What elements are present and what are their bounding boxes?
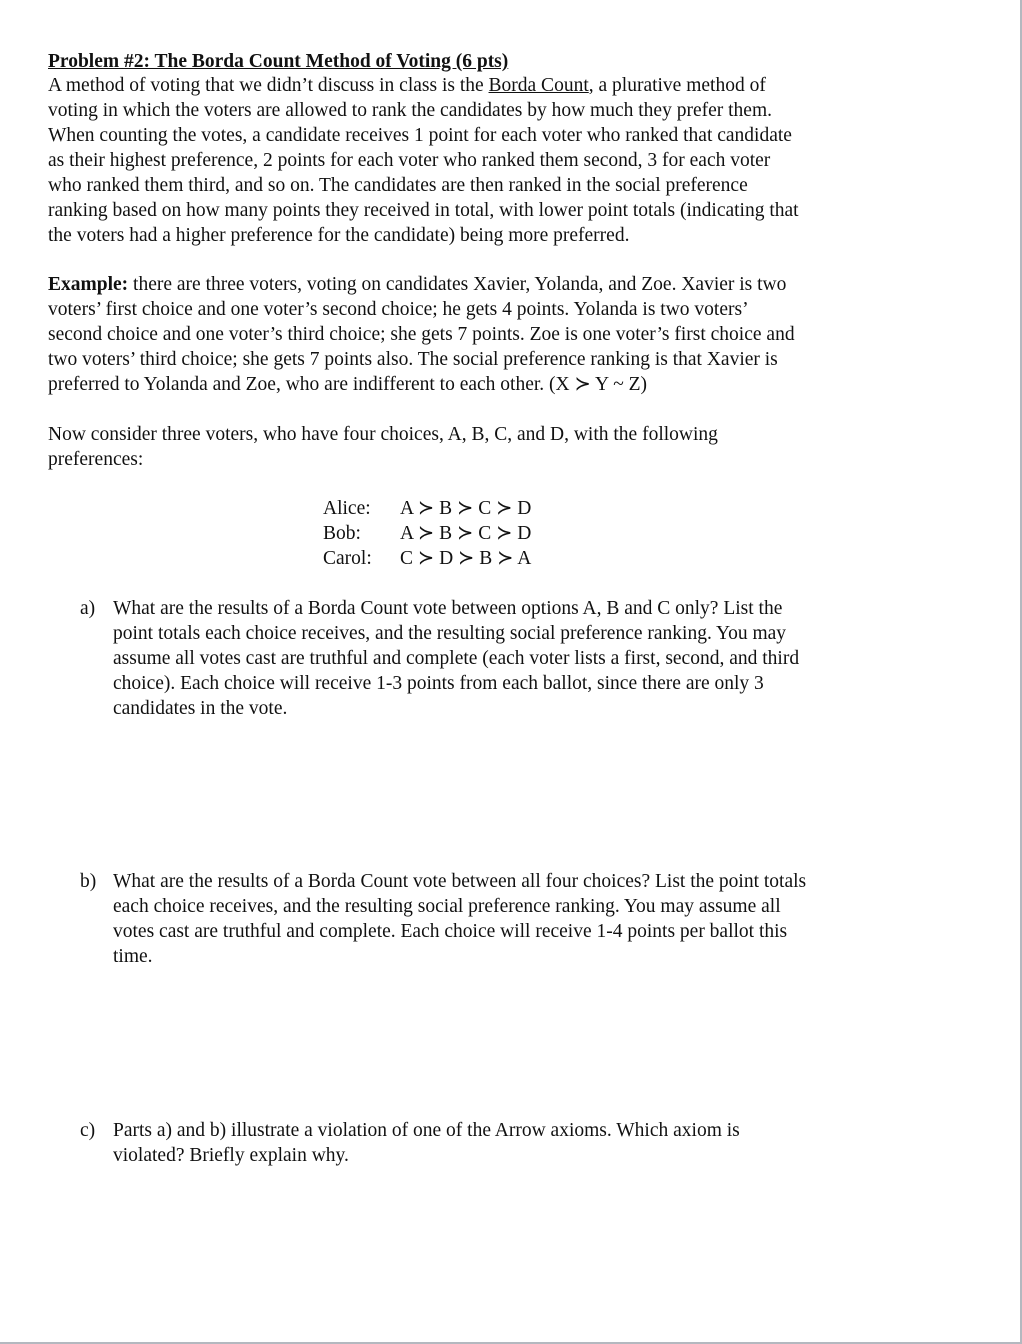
preference-rows [323, 496, 531, 571]
example-line: two voters’ third choice; she gets 7 points also. The social preference ranking is that Xavier is [48, 349, 778, 370]
intro-paragraph [48, 73, 799, 248]
question-label: b) [80, 871, 97, 892]
voter-ranking: A ≻ B ≻ C ≻ D [400, 498, 532, 519]
question-label: c) [80, 1120, 96, 1141]
setup-line: preferences: [48, 449, 144, 470]
question-line: votes cast are truthful and complete. Each choice will receive 1-4 points per ballot this [113, 921, 788, 942]
voter-ranking: A ≻ B ≻ C ≻ D [400, 523, 532, 544]
voter-name: Bob: [323, 523, 361, 544]
intro-line: the voters had a higher preference for the candidate) being more preferred. [48, 225, 630, 246]
preference-row [323, 496, 531, 521]
question-line: candidates in the vote. [113, 698, 288, 719]
voter-name: Carol: [323, 548, 372, 569]
intro-line [48, 73, 799, 98]
example-paragraph [48, 272, 795, 397]
question-line: assume all votes cast are truthful and complete (each voter lists a first, second, and third [113, 648, 800, 669]
problem-title: Problem #2: The Borda Count Method of Voting (6 pts) [48, 51, 509, 72]
intro-line: When counting the votes, a candidate receives 1 point for each voter who ranked that candidate [48, 125, 792, 146]
setup-line: Now consider three voters, who have four choices, A, B, C, and D, with the following [48, 424, 718, 445]
question-text [113, 869, 806, 969]
question-line: each choice receives, and the resulting social preference ranking. You may assume all [113, 896, 781, 917]
preference-row [323, 546, 531, 571]
example-lines [48, 297, 795, 397]
question-line: choice). Each choice will receive 1-3 points from each ballot, since there are only 3 [113, 673, 764, 694]
question-line: point totals each choice receives, and the resulting social preference ranking. You may [113, 623, 787, 644]
setup-lines [48, 422, 718, 472]
question-line: What are the results of a Borda Count vote between all four choices? List the point totals [113, 871, 807, 892]
intro-text: , a plurative method of [588, 75, 766, 96]
intro-line: voting in which the voters are allowed to rank the candidates by how much they prefer them. [48, 100, 772, 121]
intro-line: as their highest preference, 2 points for each voter who ranked them second, 3 for each voter [48, 150, 771, 171]
example-line [48, 272, 795, 297]
intro-lines [48, 98, 799, 248]
question-line: What are the results of a Borda Count vote between options A, B and C only? List the [113, 598, 783, 619]
example-label: Example: [48, 274, 129, 295]
question-line: Parts a) and b) illustrate a violation of one of the Arrow axioms. Which axiom is [113, 1120, 740, 1141]
example-line: second choice and one voter’s third choice; she gets 7 points. Zoe is one voter’s first choice and [48, 324, 795, 345]
setup-paragraph [48, 422, 718, 472]
example-line: voters’ first choice and one voter’s second choice; he gets 4 points. Yolanda is two voters’ [48, 299, 749, 320]
voter-ranking: C ≻ D ≻ B ≻ A [400, 548, 532, 569]
question-line: time. [113, 946, 153, 967]
question-label: a) [80, 598, 96, 619]
intro-text: A method of voting that we didn’t discuss in class is the [48, 75, 489, 96]
preference-row [323, 521, 531, 546]
voter-name: Alice: [323, 498, 371, 519]
question-text [113, 596, 799, 721]
intro-line: who ranked them third, and so on. The candidates are then ranked in the social preference [48, 175, 748, 196]
borda-count-term: Borda Count [488, 75, 589, 96]
example-line: preferred to Yolanda and Zoe, who are indifferent to each other. (X ≻ Y ~ Z) [48, 374, 648, 395]
intro-line: ranking based on how many points they received in total, with lower point totals (indicating that [48, 200, 799, 221]
example-text: there are three voters, voting on candidates Xavier, Yolanda, and Zoe. Xavier is two [128, 274, 787, 295]
question-text [113, 1118, 740, 1168]
preferences-table [323, 496, 531, 571]
question-line: violated? Briefly explain why. [113, 1145, 349, 1166]
